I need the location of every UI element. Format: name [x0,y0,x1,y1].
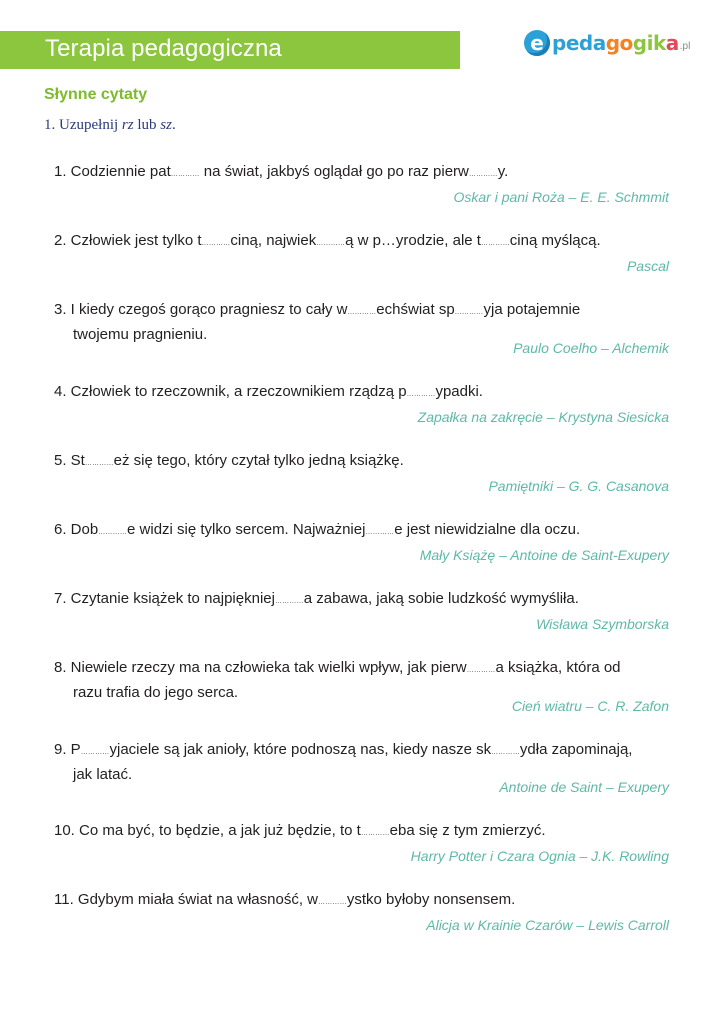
quote-source: Zapałka na zakręcie – Krystyna Siesicka [417,409,669,425]
section-title: Słynne cytaty [44,86,148,103]
quote-text: a książka, która od [495,659,621,676]
epedagogika-logo [524,28,690,58]
fill-in-blank: ………… [454,309,484,316]
quote-text: 9. P [54,741,81,758]
quote-source: Pamiętniki – G. G. Casanova [488,478,669,494]
quote-text: ciną myślącą. [509,232,601,249]
quote-continuation: jak latać. [73,766,133,783]
logo-part-1: peda [552,31,606,55]
fill-in-blank: ………… [466,667,496,674]
fill-in-blank: ………… [80,749,110,756]
quote-text: yja potajemnie [483,301,581,318]
quote-line [54,820,546,845]
quote-continuation: razu trafia do jego serca. [73,684,239,701]
fill-in-blank: ………… [360,830,390,837]
instruction-suffix: . [171,117,176,133]
quote-text: y. [497,163,509,180]
fill-in-blank: ………… [316,240,346,247]
quote-source: Alicja w Krainie Czarów – Lewis Carroll [426,917,669,933]
instruction-middle: lub [133,117,161,133]
quote-line [54,588,579,613]
fill-in-blank: ………… [274,598,304,605]
quote-text: 6. Dob [54,521,99,538]
quote-text: 7. Czytanie książek to najpiękniej [54,590,275,607]
quote-text: eż się tego, który czytał tylko jedną książkę. [113,452,404,469]
instruction-prefix: 1. Uzupełnij [44,117,122,133]
quote-source: Cień wiatru – C. R. Zafon [511,698,669,714]
quote-text: ystko byłoby nonsensem. [346,891,516,908]
quote-line [54,519,580,544]
quote-text: echświat sp [376,301,455,318]
fill-in-blank: ………… [347,309,377,316]
logo-e-bubble-icon: e [524,30,550,56]
fill-in-blank: ………… [365,529,395,536]
fill-in-blank: ………… [318,899,347,906]
quote-line [54,230,601,255]
quote-text: 8. Niewiele rzeczy ma na człowieka tak wielki wpływ, jak pierw [54,659,467,676]
quote-text: ydła zapominają, [519,741,633,758]
quote-text: eba się z tym zmierzyć. [389,822,546,839]
instruction-rz: rz [121,117,134,133]
quote-text: 5. St [54,452,85,469]
quote-text: ypadki. [435,383,483,400]
logo-wordmark [552,31,679,55]
fill-in-blank: ………… [468,171,498,178]
instruction-sz: sz [160,117,172,133]
page-header-title: Terapia pedagogiczna [45,35,282,62]
exercise-instruction [44,117,176,134]
quote-source: Harry Potter i Czara Ognia – J.K. Rowling [410,848,669,864]
fill-in-blank: ………… [84,460,114,467]
fill-in-blank: ………… [170,171,200,178]
logo-part-3: gik [632,31,666,55]
quote-line [54,657,621,704]
fill-in-blank: ………… [491,749,520,756]
quote-line [54,381,483,406]
quote-text: 4. Człowiek to rzeczownik, a rzeczownikiem rządzą p [54,383,407,400]
quote-text: 10. Co ma być, to będzie, a jak już będzie, to t [54,822,361,839]
quote-source: Antoine de Saint – Exupery [499,779,669,795]
quote-text: ą w p…yrodzie, ale t [345,232,481,249]
quote-source: Wisława Szymborska [536,616,669,632]
fill-in-blank: ………… [201,240,231,247]
quote-source: Pascal [626,258,669,274]
quote-continuation: twojemu pragnieniu. [73,326,208,343]
fill-in-blank: ………… [98,529,128,536]
quote-source: Mały Książę – Antoine de Saint-Exupery [419,547,669,563]
quote-line [54,450,404,475]
quote-text: na świat, jakbyś oglądał go po raz pierw [199,163,469,180]
quote-line [54,161,508,186]
quote-line [54,299,580,346]
fill-in-blank: ………… [480,240,510,247]
quote-source: Oskar i pani Roża – E. E. Schmmit [453,189,669,205]
quote-text: 3. I kiedy czegoś gorąco pragniesz to cały w [54,301,348,318]
fill-in-blank: ………… [406,391,436,398]
logo-part-2: go [605,31,633,55]
quote-source: Paulo Coelho – Alchemik [513,340,669,356]
quote-text: 1. Codziennie pat [54,163,171,180]
quote-line [54,889,515,914]
quote-text: e widzi się tylko sercem. Najważniej [127,521,366,538]
quote-text: 2. Człowiek jest tylko t [54,232,202,249]
logo-part-4: a [665,31,679,55]
quote-text: 11. Gdybym miała świat na własność, w [54,891,318,908]
quote-text: e jest niewidzialne dla oczu. [394,521,581,538]
quote-text: a zabawa, jaką sobie ludzkość wymyśliła. [303,590,579,607]
logo-domain-suffix: .pl [679,40,691,52]
quote-text: yjaciele są jak anioły, które podnoszą nas, kiedy nasze sk [109,741,492,758]
quote-text: ciną, najwiek [230,232,317,249]
